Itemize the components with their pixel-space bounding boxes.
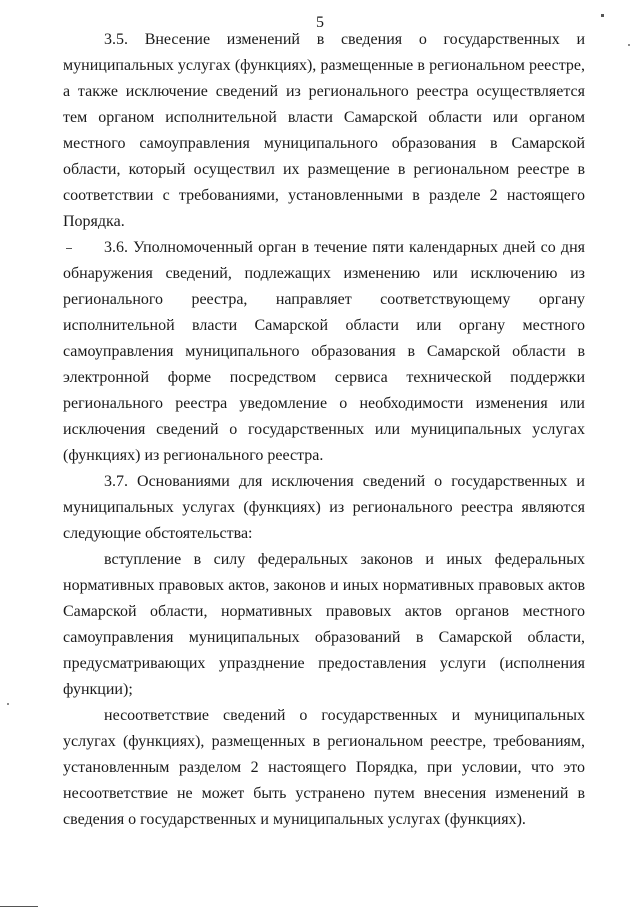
paragraph-3-6: 3.6. Уполномоченный орган в течение пяти календарных дней со дня обнаружения сведений, подлежащих изменению или исключению из регионального реестра, направляет соответствующему органу исполнительной власти Самарской области или органу местного самоуправления муниципального образования в Самарской области в электронной форме посредством сервиса технической поддержки регионального реестра уведомление о необходимости изменения или исключения сведений о государственных или муниципальных услугах (функциях) из регионального реестра. <box>63 239 585 464</box>
scan-mark-top-right <box>601 14 604 17</box>
paragraph-list-item-1: вступление в силу федеральных законов и иных федеральных нормативных правовых актов, законов и иных нормативных правовых актов Самарской области, нормативных правовых актов органов местного самоуправления муниципальных образований в Самарской области, предусматривающих упразднение предоставления услуги (исполнения функции); <box>63 551 585 698</box>
document-body <box>63 27 585 833</box>
scan-dot <box>628 44 630 46</box>
scan-mark-bottom-left <box>0 906 38 907</box>
scan-mark-left <box>66 248 72 249</box>
scan-dot <box>7 703 9 705</box>
paragraph-list-item-2: несоответствие сведений о государственных и муниципальных услугах (функциях), размещенных в региональном реестре, требованиям, установленным разделом 2 настоящего Порядка, при условии, что это несоответствие не может быть устранено путем внесения изменений в сведения о государственных и муниципальных услугах (функциях). <box>63 707 585 828</box>
paragraph-3-7: 3.7. Основаниями для исключения сведений о государственных и муниципальных услугах (функциях) из регионального реестра являются следующие обстоятельства: <box>63 473 585 542</box>
paragraph-3-5: 3.5. Внесение изменений в сведения о государственных и муниципальных услугах (функциях), размещенные в региональном реестре, а также исключение сведений из регионального реестра осуществляется тем органом исполнительной власти Самарской области или органом местного самоуправления муниципального образования в Самарской области, который осуществил их размещение в региональном реестре в соответствии с требованиями, установленными в разделе 2 настоящего Порядка. <box>63 31 585 230</box>
page-number: 5 <box>316 14 324 31</box>
